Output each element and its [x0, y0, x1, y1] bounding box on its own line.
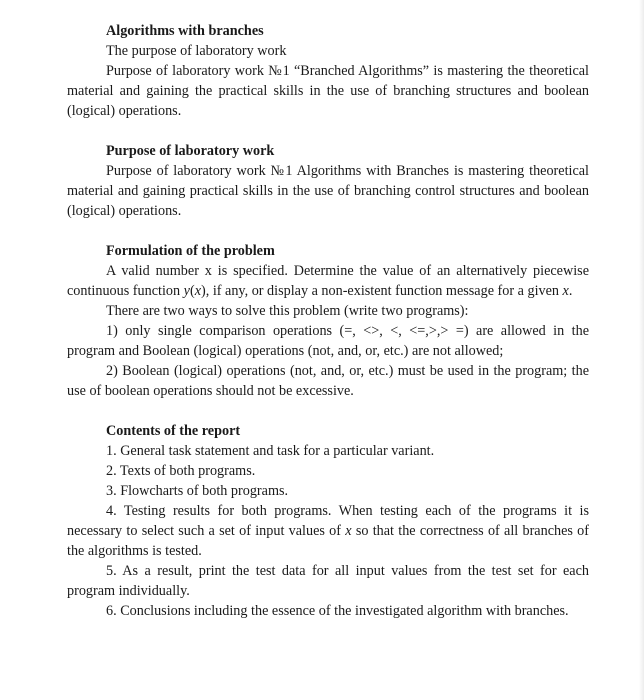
- text-run: ), if any, or display a non-existent function message for a given: [201, 283, 563, 299]
- section-heading: Contents of the report: [106, 423, 241, 439]
- document-body: [67, 21, 589, 621]
- list-item: 3. Flowcharts of both programs.: [106, 483, 289, 499]
- paragraph: Purpose of laboratory work №1 “Branched Algorithms” is mastering the theoretical material and gaining the practical skills in the use of branching structures and boolean (logical) operations.: [67, 63, 589, 119]
- list-item: 1. General task statement and task for a particular variant.: [106, 443, 435, 459]
- paragraph: Purpose of laboratory work №1 Algorithms with Branches is mastering theoretical material and gaining practical skills in the use of branching control structures and boolean (logical) operations.: [67, 163, 589, 219]
- text-run: A valid number x is specified. Determine the value of an alternatively piecewise continuous function: [67, 263, 589, 299]
- math-var-y: y: [183, 283, 190, 299]
- section-purpose: [67, 141, 589, 221]
- page-edge-shadow: [639, 0, 644, 700]
- spacer: [67, 121, 589, 141]
- spacer: [67, 221, 589, 241]
- list-item: 2. Texts of both programs.: [106, 463, 256, 479]
- list-item: [67, 501, 589, 561]
- section-algorithms-with-branches: [67, 21, 589, 121]
- paragraph: The purpose of laboratory work: [106, 43, 287, 59]
- section-report-contents: [67, 421, 589, 621]
- paragraph-problem-statement: [67, 261, 589, 301]
- section-heading: Purpose of laboratory work: [106, 143, 275, 159]
- text-run: so that the correctness of all branches of the algorithms is tested.: [67, 523, 589, 559]
- math-var-x: x: [345, 523, 352, 539]
- list-item: 6. Conclusions including the essence of the investigated algorithm with branches.: [106, 603, 569, 619]
- text-run: 4. Testing results for both programs. When testing each of the programs it is necessary to select such a set of input values of: [67, 503, 589, 539]
- section-formulation: [67, 241, 589, 401]
- section-heading: Formulation of the problem: [106, 243, 275, 259]
- list-item: 5. As a result, print the test data for all input values from the test set for each program individually.: [67, 563, 589, 599]
- math-var-x: x: [194, 283, 201, 299]
- paragraph: There are two ways to solve this problem (write two programs):: [106, 303, 469, 319]
- spacer: [67, 401, 589, 421]
- text-run: .: [568, 283, 573, 299]
- section-heading: Algorithms with branches: [106, 23, 264, 39]
- math-var-x: x: [562, 283, 569, 299]
- paragraph: 1) only single comparison operations (=, <>, <, <=,>,> =) are allowed in the program and Boolean (logical) operations (not, and, or, etc.) are not allowed;: [67, 323, 589, 359]
- text-run: (: [189, 283, 195, 299]
- paragraph: 2) Boolean (logical) operations (not, and, or, etc.) must be used in the program; the use of boolean operations should not be excessive.: [67, 363, 589, 399]
